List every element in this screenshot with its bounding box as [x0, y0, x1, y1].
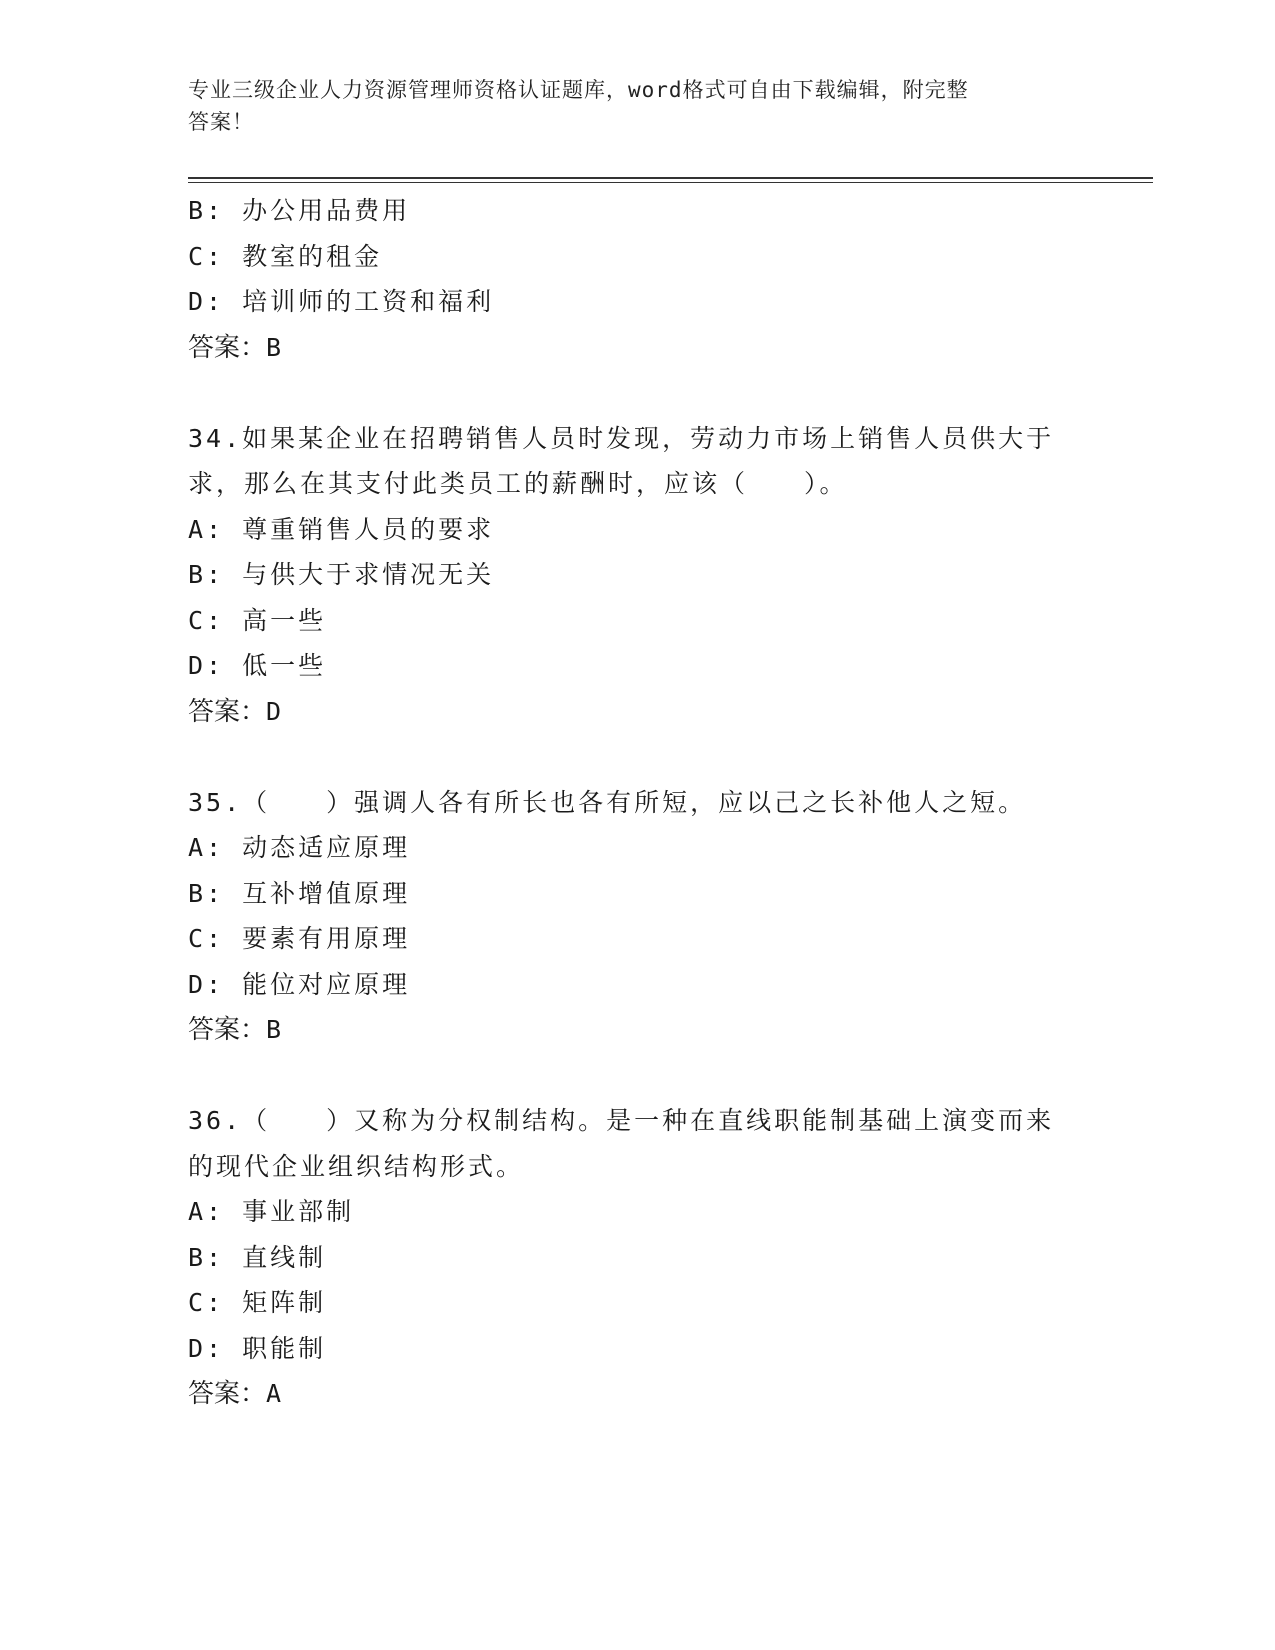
option-a: A: 事业部制	[188, 1197, 355, 1226]
answer-value: B	[266, 1015, 282, 1044]
option-d: D: 能位对应原理	[188, 969, 411, 999]
answer-label: 答案：	[188, 332, 267, 363]
question-stem-line-1: 35.（ ）强调人各有所长也各有所短，应以己之长补他人之短。	[188, 787, 1027, 817]
option-b: B: 互补增值原理	[188, 878, 411, 908]
header-divider-thin	[188, 182, 1153, 183]
answer-line	[188, 689, 1088, 735]
option-c: C: 矩阵制	[188, 1288, 327, 1317]
option-b: B: 办公用品费用	[188, 196, 411, 225]
option-d: D: 培训师的工资和福利	[188, 287, 495, 316]
question-36	[188, 1098, 1088, 1417]
question-35	[188, 780, 1088, 1053]
option-c: C: 高一些	[188, 605, 327, 635]
option-c: C: 要素有用原理	[188, 924, 411, 953]
option-b: B: 直线制	[188, 1242, 327, 1272]
question-34	[188, 416, 1088, 735]
header-line-1: 专业三级企业人力资源管理师资格认证题库，word格式可自由下载编辑，附完整	[188, 78, 969, 102]
answer-value: A	[266, 1379, 282, 1408]
header-divider-thick	[188, 177, 1153, 179]
question-stem-line-2: 的现代企业组织结构形式。	[188, 1151, 525, 1181]
answer-label: 答案：	[188, 1379, 267, 1409]
question-33-continuation	[188, 188, 1088, 370]
answer-line	[188, 1371, 1088, 1417]
question-list	[188, 188, 1088, 1417]
option-a: A: 尊重销售人员的要求	[188, 514, 495, 544]
option-b: B: 与供大于求情况无关	[188, 560, 495, 589]
answer-line	[188, 1007, 1088, 1053]
answer-label: 答案：	[188, 696, 267, 727]
question-stem-line-1: 34.如果某企业在招聘销售人员时发现，劳动力市场上销售人员供大于	[188, 423, 1055, 453]
option-d: D: 职能制	[188, 1333, 327, 1363]
question-stem-line-2: 求，那么在其支付此类员工的薪酬时，应该（ ）。	[188, 469, 848, 498]
page-header	[188, 74, 1068, 138]
answer-value: B	[266, 332, 282, 362]
question-stem-line-1: 36.（ ）又称为分权制结构。是一种在直线职能制基础上演变而来	[188, 1106, 1055, 1135]
header-line-2: 答案！	[188, 110, 254, 134]
answer-line	[188, 325, 1088, 371]
answer-value: D	[266, 696, 282, 726]
option-c: C: 教室的租金	[188, 241, 383, 271]
option-a: A: 动态适应原理	[188, 833, 411, 862]
answer-label: 答案：	[188, 1015, 267, 1045]
option-d: D: 低一些	[188, 651, 327, 680]
